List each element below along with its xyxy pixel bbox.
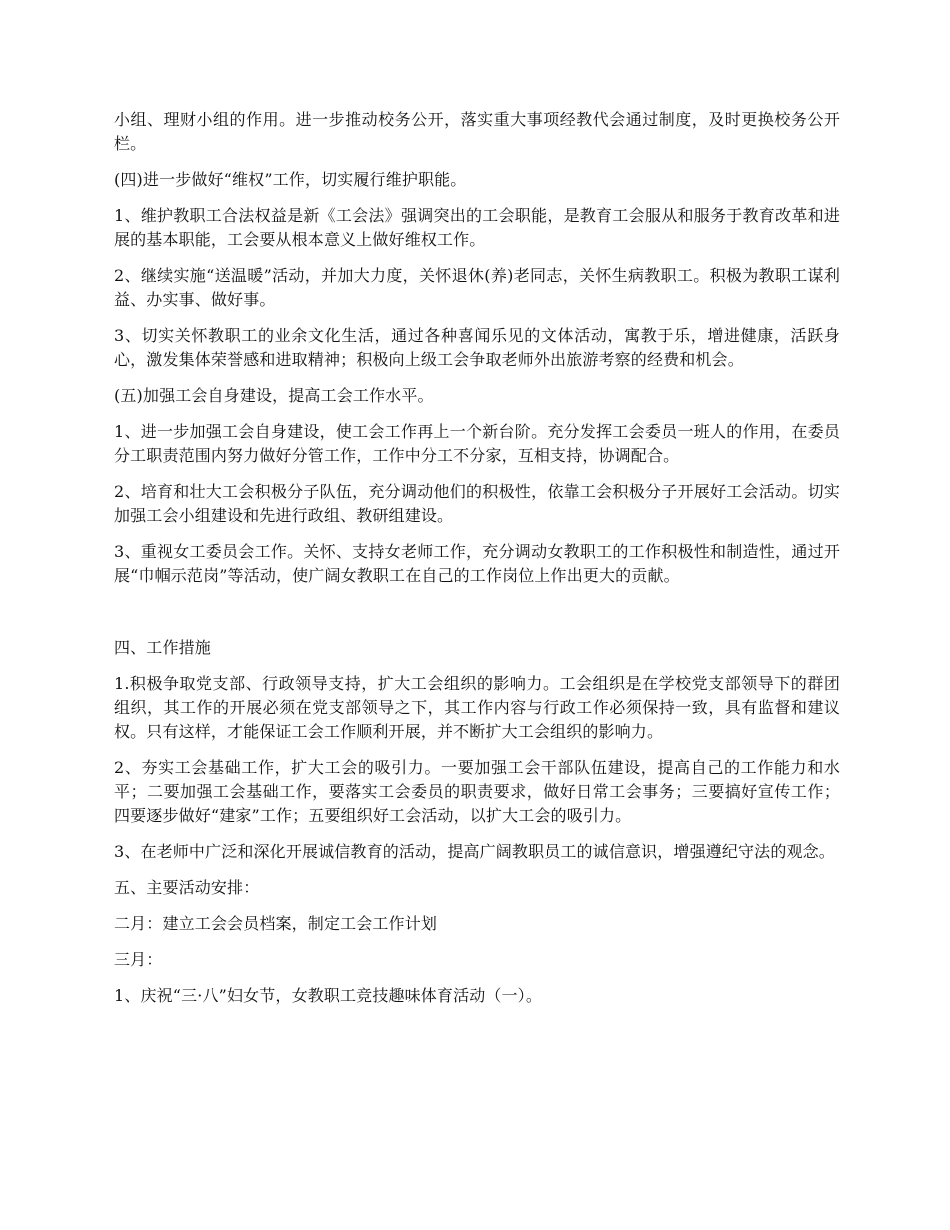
- heading-activity-schedule: 五、主要活动安排：: [114, 878, 260, 897]
- paragraph-measures-3: 3、在老师中广泛和深化开展诚信教育的活动，提高广阔教职员工的诚信意识，增强遵纪守法的观念。: [114, 842, 835, 861]
- paragraph-finance-group: 小组、理财小组的作用。进一步推动校务公开，落实重大事项经教代会通过制度，及时更换校务公开栏。: [114, 110, 840, 153]
- paragraph-self-building-1: 1、进一步加强工会自身建设，使工会工作再上一个新台阶。充分发挥工会委员一班人的作用，在委员分工职责范围内努力做好分管工作，工作中分工不分家，互相支持，协调配合。: [114, 422, 840, 465]
- paragraph-march-1: 1、庆祝“三·八”妇女节，女教职工竞技趣味体育活动（一）。: [114, 986, 542, 1005]
- paragraph-march: 三月：: [114, 950, 163, 969]
- paragraph-self-building-3: 3、重视女工委员会工作。关怀、支持女老师工作，充分调动女教职工的工作积极性和制造性，通过开展“巾帼示范岗”等活动，使广阔女教职工在自己的工作岗位上作出更大的贡献。: [114, 542, 840, 585]
- paragraph-measures-2: 2、夯实工会基础工作，扩大工会的吸引力。一要加强工会干部队伍建设，提高自己的工作能力和水平；二要加强工会基础工作，要落实工会委员的职责要求，做好日常工会事务；三要搞好宣传工作；四要逐步做好“建家”工作；五要组织好工会活动，以扩大工会的吸引力。: [114, 758, 840, 825]
- heading-rights-protection: (四)进一步做好“维权”工作，切实履行维护职能。: [114, 170, 467, 189]
- paragraph-february: 二月：建立工会会员档案，制定工会工作计划: [114, 914, 438, 933]
- heading-work-measures: 四、工作措施: [114, 638, 211, 657]
- section-spacer: [114, 600, 840, 636]
- paragraph-rights-1: 1、维护教职工合法权益是新《工会法》强调突出的工会职能，是教育工会服从和服务于教育改革和进展的基本职能，工会要从根本意义上做好维权工作。: [114, 206, 840, 249]
- heading-self-building: (五)加强工会自身建设，提高工会工作水平。: [114, 386, 434, 405]
- paragraph-rights-3: 3、切实关怀教职工的业余文化生活，通过各种喜闻乐见的文体活动，寓教于乐，增进健康，活跃身心，激发集体荣誉感和进取精神；积极向上级工会争取老师外出旅游考察的经费和机会。: [114, 326, 840, 369]
- paragraph-measures-1: 1.积极争取党支部、行政领导支持，扩大工会组织的影响力。工会组织是在学校党支部领导下的群团组织，其工作的开展必须在党支部领导之下，其工作内容与行政工作必须保持一致，具有监督和建议权。只有这样，才能保证工会工作顺利开展，并不断扩大工会组织的影响力。: [114, 674, 840, 741]
- document-page: [114, 108, 840, 1020]
- paragraph-rights-2: 2、继续实施“送温暖”活动，并加大力度，关怀退休(养)老同志，关怀生病教职工。积极为教职工谋利益、办实事、做好事。: [114, 266, 840, 309]
- paragraph-self-building-2: 2、培育和壮大工会积极分子队伍，充分调动他们的积极性，依靠工会积极分子开展好工会活动。切实加强工会小组建设和先进行政组、教研组建设。: [114, 482, 840, 525]
